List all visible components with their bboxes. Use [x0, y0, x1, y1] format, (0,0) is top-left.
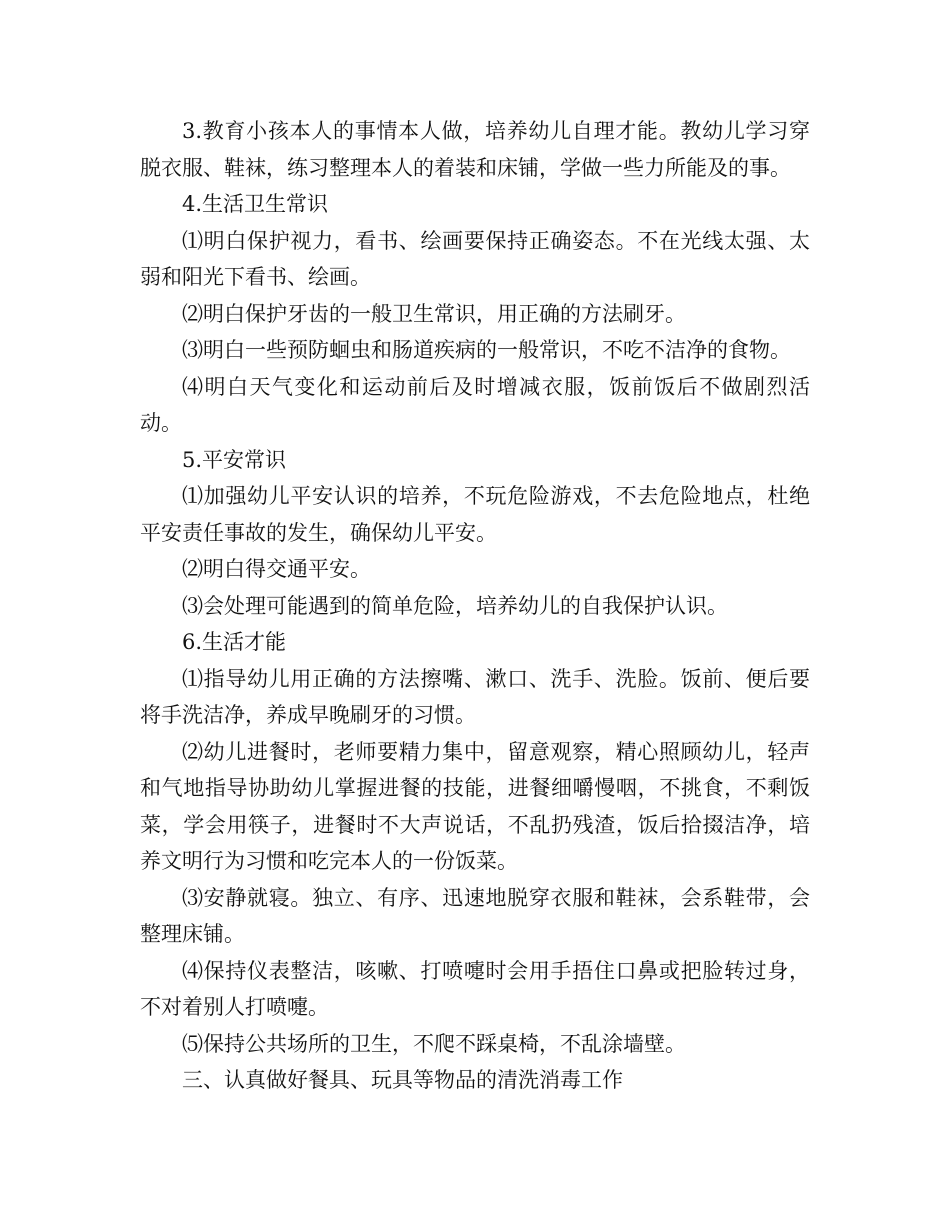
- paragraph-appearance: ⑷保持仪表整洁，咳嗽、打喷嚏时会用手捂住口鼻或把脸转过身，不对着别人打喷嚏。: [140, 958, 810, 1019]
- paragraph-clothing-weather: ⑷明白天气变化和运动前后及时增减衣服，饭前饭后不做剧烈活动。: [140, 374, 810, 435]
- paragraph-prevent-disease: ⑶明白一些预防蛔虫和肠道疾病的一般常识，不吃不洁净的食物。: [182, 338, 791, 362]
- paragraph-sleeping: ⑶安静就寝。独立、有序、迅速地脱穿衣服和鞋袜，会系鞋带，会整理床铺。: [140, 885, 810, 946]
- paragraph-protect-vision: ⑴明白保护视力，看书、绘画要保持正确姿态。不在光线太强、太弱和阳光下看书、绘画。: [140, 228, 810, 289]
- heading-life-skills: 6.生活才能: [182, 630, 287, 654]
- paragraph-dining: ⑵幼儿进餐时，老师要精力集中，留意观察，精心照顾幼儿，轻声和气地指导协助幼儿掌握进餐的技能，进餐细嚼慢咽，不挑食，不剩饭菜，学会用筷子，进餐时不大声说话，不乱扔残渣，饭后拾掇洁净，培养文明行为习惯和吃完本人的一份饭菜。: [140, 739, 810, 873]
- paragraph-public-hygiene: ⑸保持公共场所的卫生，不爬不踩桌椅，不乱涂墙壁。: [182, 1031, 686, 1056]
- paragraph-protect-teeth: ⑵明白保护牙齿的一般卫生常识，用正确的方法刷牙。: [182, 301, 686, 326]
- paragraph-self-care: 3.教育小孩本人的事情本人做，培养幼儿自理才能。教幼儿学习穿脱衣服、鞋袜，练习整理本人的着装和床铺，学做一些力所能及的事。: [140, 119, 810, 180]
- document-body: [140, 113, 810, 1099]
- heading-disinfection: 三、认真做好餐具、玩具等物品的清洗消毒工作: [182, 1068, 623, 1092]
- heading-safety-knowledge: 5.平安常识: [182, 447, 287, 472]
- paragraph-safety-awareness: ⑴加强幼儿平安认识的培养，不玩危险游戏，不去危险地点，杜绝平安责任事故的发生，确保幼儿平安。: [140, 484, 810, 545]
- paragraph-washing: ⑴指导幼儿用正确的方法擦嘴、漱口、洗手、洗脸。饭前、便后要将手洗洁净，养成早晚刷牙的习惯。: [140, 666, 810, 727]
- paragraph-self-protection: ⑶会处理可能遇到的简单危险，培养幼儿的自我保护认识。: [182, 593, 728, 618]
- paragraph-traffic-safety: ⑵明白得交通平安。: [182, 557, 371, 581]
- heading-hygiene-knowledge: 4.生活卫生常识: [182, 192, 329, 216]
